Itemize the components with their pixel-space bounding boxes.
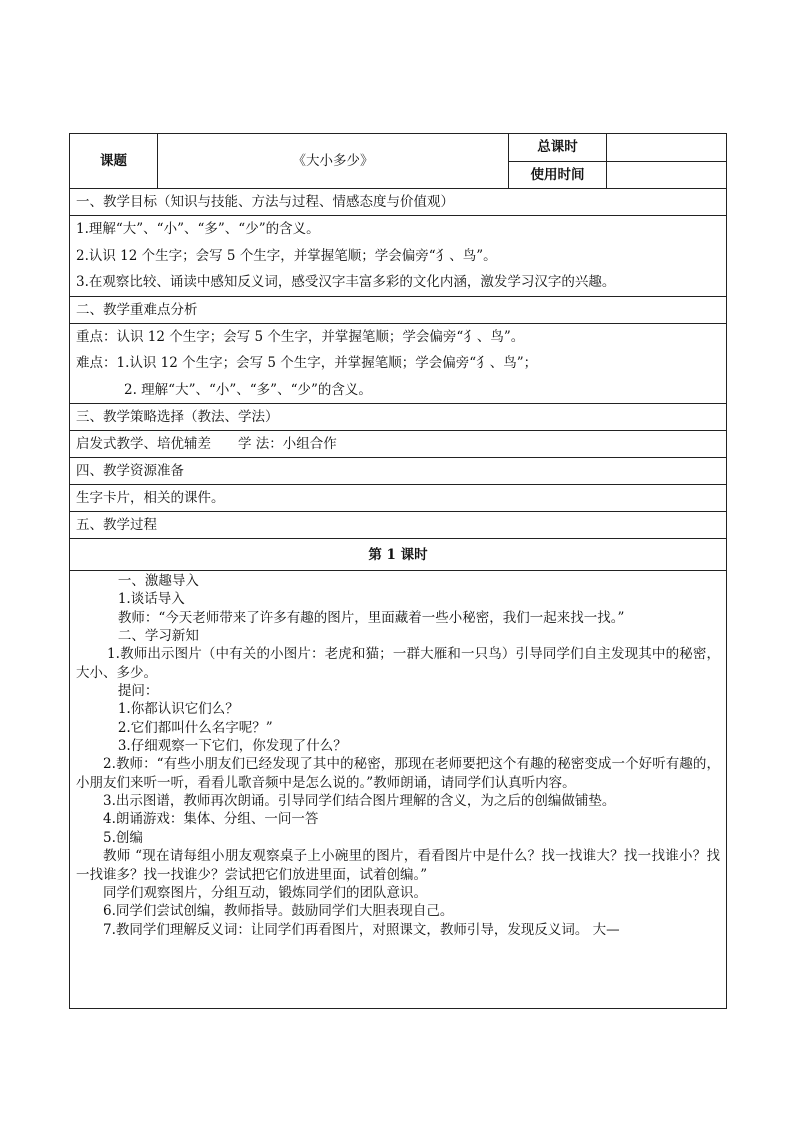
- process-paragraph: 2.教师：“有些小朋友们已经发现了其中的秘密，那现在老师要把这个有趣的秘密变成一个好听有趣的，小朋友们来听一听，看看儿歌音频中是怎么说的。”教师朗诵，请同学们认真听内容。: [76, 756, 720, 791]
- key-point: 重点：认识 12 个生字；会写 5 个生字，并掌握笔顺；学会偏旁“犭、鸟”。: [76, 328, 525, 345]
- section-process-heading: 五、教学过程: [70, 512, 727, 539]
- process-paragraph: 教师：“今天老师带来了许多有趣的图片，里面藏着一些小秘密，我们一起来找一找。”: [117, 609, 625, 626]
- objective-item: 3.在观察比较、诵读中感知反义词，感受汉字丰富多彩的文化内涵，激发学习汉字的兴趣。: [76, 274, 616, 290]
- lesson-period-label: 第 1 课时: [70, 539, 727, 571]
- process-paragraph: 一、激趣导入: [117, 573, 199, 589]
- section-keypoints-heading: 二、教学重难点分析: [70, 296, 727, 323]
- lesson-plan-table: [69, 133, 727, 1009]
- total-hours-value[interactable]: [607, 134, 727, 162]
- process-paragraph: 2.它们都叫什么名字呢？”: [117, 719, 273, 736]
- process-paragraph: 1.教师出示图片（中有关的小图片：老虎和猫；一群大雁和一只鸟）引导同学们自主发现其中的秘密，大小、多少。: [76, 646, 720, 681]
- process-paragraph: 5.创编: [103, 829, 143, 846]
- section-objectives-content: [70, 216, 727, 297]
- total-hours-label: 总课时: [509, 134, 607, 162]
- section-strategy-heading: 三、教学策略选择（教法、学法）: [70, 404, 727, 431]
- lesson-title: 《大小多少》: [158, 134, 509, 189]
- objective-item: 2.认识 12 个生字；会写 5 个生字，并掌握笔顺；学会偏旁“犭、鸟”。: [76, 247, 497, 264]
- process-paragraph: 4.朗诵游戏：集体、分组、一问一答: [103, 811, 319, 828]
- lesson-plan-page: [69, 133, 726, 1009]
- process-paragraph: 教师 “现在请每组小朋友观察桌子上小碗里的图片，看看图片中是什么？找一找谁大？找一找谁小？找一找谁多？找一找谁少？尝试把它们放进里面，试着创编。”: [76, 848, 720, 883]
- section-keypoints-content: [70, 323, 727, 404]
- section-resources-content: 生字卡片，相关的课件。: [70, 485, 727, 512]
- section-resources-heading: 四、教学资源准备: [70, 458, 727, 485]
- use-time-value[interactable]: [607, 161, 727, 189]
- process-paragraph: 7.教同学们理解反义词：让同学们再看图片，对照课文，教师引导，发现反义词。 大—: [103, 921, 620, 938]
- process-paragraph: 同学们观察图片，分组互动，锻炼同学们的团队意识。: [103, 884, 427, 901]
- section-strategy-content: 启发式教学、培优辅差 学 法：小组合作: [70, 431, 727, 458]
- process-paragraph: 二、学习新知: [117, 628, 199, 645]
- process-paragraph: 1.谈话导入: [117, 591, 185, 608]
- section-objectives-heading: 一、教学目标（知识与技能、方法与过程、情感态度与价值观）: [70, 189, 727, 216]
- process-text: [76, 572, 720, 1008]
- process-paragraph: 3.仔细观察一下它们，你发现了什么？: [117, 738, 347, 755]
- process-paragraph: 3.出示图谱，教师再次朗诵。引导同学们结合图片理解的含义，为之后的创编做铺垫。: [103, 793, 616, 810]
- process-paragraph: 6.同学们尝试创编，教师指导。鼓励同学们大胆表现自己。: [103, 903, 454, 920]
- process-paragraph: 提问：: [117, 683, 159, 700]
- process-paragraph: 1.你都认识它们么？: [117, 701, 239, 718]
- section-process-content: [70, 571, 727, 1009]
- difficult-point: 难点：1.认识 12 个生字；会写 5 个生字，并掌握笔顺；学会偏旁“犭、鸟”；: [76, 355, 538, 371]
- use-time-label: 使用时间: [509, 161, 607, 189]
- topic-label: 课题: [70, 134, 158, 189]
- difficult-point: 2. 理解“大”、“小”、“多”、“少”的含义。: [124, 381, 372, 398]
- objective-item: 1.理解“大”、“小”、“多”、“少”的含义。: [76, 221, 320, 237]
